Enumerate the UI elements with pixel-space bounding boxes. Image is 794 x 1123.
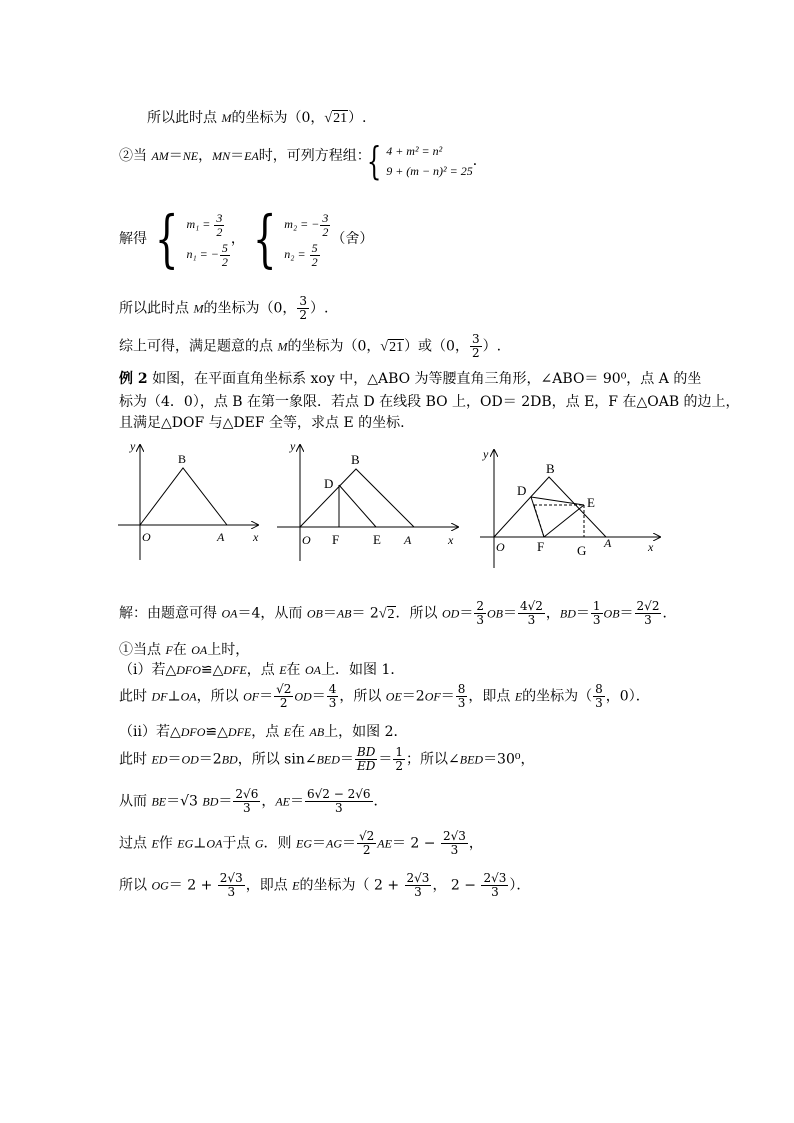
text: ＝4，从而 <box>237 605 307 622</box>
var-MN: MN <box>212 149 231 163</box>
fraction-numerator: √2 <box>276 682 292 696</box>
label-A: A <box>217 530 225 544</box>
text: ＝ <box>290 793 304 810</box>
text: ＝ <box>378 751 393 768</box>
text: ． <box>472 153 487 169</box>
text: ，所以 <box>196 688 244 705</box>
fraction-numerator: 1 <box>592 599 601 613</box>
solution-line-1 <box>119 600 676 634</box>
var: ED <box>151 752 168 767</box>
label-A: A <box>404 533 412 547</box>
fraction <box>481 872 508 899</box>
fraction-numerator: 2√6 <box>235 787 259 801</box>
fraction <box>327 683 339 710</box>
text: 所以 <box>119 877 152 894</box>
fraction-numerator: 2√3 <box>442 829 466 843</box>
label-E: E <box>373 532 381 547</box>
text: ＝30⁰， <box>483 751 535 768</box>
fraction-denominator: 2 <box>362 843 371 857</box>
text: 时，可列方程组： <box>258 148 371 164</box>
fraction <box>518 600 545 627</box>
var: AG <box>326 836 342 851</box>
text: 过点 <box>119 835 152 852</box>
var: E <box>283 725 292 739</box>
text: 解：由题意可得 <box>119 605 222 622</box>
text: ≌△ <box>205 724 228 740</box>
text: 上，如图 2． <box>324 724 408 740</box>
text: ， <box>230 231 245 247</box>
label-y: y <box>290 439 296 453</box>
line-2 <box>119 147 371 165</box>
var: OB <box>306 606 323 621</box>
triangle-OBA <box>300 469 414 527</box>
solution-line-5 <box>119 723 408 741</box>
fraction <box>355 746 377 773</box>
text: ）. <box>310 300 329 317</box>
fraction-denominator: 3 <box>328 696 337 710</box>
fraction-denominator: 3 <box>527 613 536 627</box>
var: AB <box>336 606 352 621</box>
fraction-denominator: 2 <box>279 696 288 710</box>
text: ＝2 <box>401 688 425 705</box>
text: ． <box>373 793 388 810</box>
var: OA <box>206 836 223 851</box>
left-brace: { <box>154 202 179 275</box>
figures <box>0 433 794 583</box>
solution-line-2 <box>119 641 249 659</box>
label-y: y <box>130 439 136 453</box>
text: 所以此时点 <box>119 300 194 317</box>
fraction-numerator: 2√2 <box>636 599 660 613</box>
label-B: B <box>178 452 187 466</box>
var: OF <box>243 689 260 704</box>
fraction-denominator: 3 <box>457 696 466 710</box>
text: 综上可得，满足题意的点 <box>119 338 278 355</box>
var: OE <box>385 689 402 704</box>
fraction-numerator: BD <box>356 745 376 759</box>
fraction-numerator: √2 <box>359 829 375 843</box>
label-D: D <box>324 476 334 491</box>
eq-row-1: 4 + m² = n² <box>386 144 443 158</box>
text: 的坐标为（ 2 + <box>299 877 404 894</box>
fraction-denominator: 2 <box>395 759 403 773</box>
fraction <box>218 872 245 899</box>
text: ）或（0， <box>404 338 469 355</box>
var: DF <box>151 689 168 704</box>
text: 在 <box>291 724 310 740</box>
fraction-denominator: 2 <box>221 254 228 269</box>
text: ＝ <box>575 605 590 622</box>
fraction-denominator: 3 <box>491 885 499 899</box>
text: 的坐标为（0， <box>203 300 297 317</box>
label-G: G <box>577 543 587 558</box>
fraction <box>591 600 603 627</box>
var: E <box>514 689 523 704</box>
fraction-numerator: 3 <box>216 210 223 225</box>
text: （ⅰ）若△ <box>119 662 177 678</box>
fraction <box>297 295 309 322</box>
fraction-denominator: 3 <box>644 613 652 627</box>
fraction-numerator: 8 <box>595 682 603 696</box>
segment-FE <box>544 505 584 537</box>
var: DFE <box>223 663 247 677</box>
text: （舍） <box>331 231 374 247</box>
var: EG <box>296 836 312 851</box>
text: 且满足△DOF 与△DEF 全等，求点 E 的坐标. <box>119 415 405 431</box>
figure-2 <box>480 447 660 568</box>
var: F <box>165 643 173 657</box>
fraction-numerator: 2√3 <box>406 871 430 885</box>
text: ⊥ <box>167 688 181 705</box>
triangle-OBA <box>140 468 227 525</box>
text: ①当点 <box>119 642 166 658</box>
text: 在 <box>286 662 305 678</box>
line-4 <box>119 295 328 325</box>
var: OB <box>603 606 620 621</box>
label-F: F <box>332 532 340 547</box>
fraction-denominator: 2 <box>322 224 329 239</box>
text: ，点 <box>246 662 280 678</box>
text: ， <box>468 835 483 852</box>
fraction-denominator: 3 <box>476 613 484 627</box>
var: BD <box>559 606 576 621</box>
solution-line-8 <box>119 830 483 864</box>
text: ＝ 2 <box>351 605 379 622</box>
fraction-denominator: 3 <box>414 885 422 899</box>
text: 作 <box>158 835 178 852</box>
sqrt-21: √21 <box>324 111 348 126</box>
solution-line-9 <box>119 872 530 906</box>
var: E <box>279 663 287 677</box>
text: 的坐标为（0， <box>287 338 381 355</box>
n1-label: n₁ = − <box>186 247 219 261</box>
n2-label: n₂ = <box>284 247 309 261</box>
fraction <box>474 600 486 627</box>
fraction-numerator: 2√3 <box>483 871 507 885</box>
fraction <box>305 788 373 815</box>
solution-line-6 <box>119 746 535 780</box>
fraction-numerator: 8 <box>457 682 466 696</box>
var: EG <box>177 836 194 851</box>
var-EA: EA <box>244 149 259 163</box>
figure-1 <box>277 439 458 561</box>
var: BE <box>151 794 167 809</box>
fraction-denominator: 3 <box>595 696 603 710</box>
text: ．所以 <box>395 605 442 622</box>
text: ＝ <box>459 605 474 622</box>
text: ，即点 <box>468 688 515 705</box>
var: DFO <box>180 725 206 739</box>
fraction <box>405 872 432 899</box>
text: ， <box>545 605 560 622</box>
equation-system <box>362 141 487 187</box>
label-O: O <box>302 533 311 547</box>
solution-line-3 <box>119 661 404 679</box>
text: 从而 <box>119 793 152 810</box>
fraction <box>470 333 482 360</box>
var: E <box>151 836 159 851</box>
text: 解得 <box>119 231 147 247</box>
label-x: x <box>648 540 654 554</box>
fraction-denominator: 3 <box>450 843 459 857</box>
sqrt-21: √21 <box>380 339 404 355</box>
label-E: E <box>587 495 595 510</box>
var: DFO <box>176 663 201 677</box>
example-2-line-3 <box>119 414 405 432</box>
eq-row-2: 9 + (m − n)² = 25 <box>386 164 473 178</box>
var: AB <box>309 725 325 739</box>
text: ，所以 <box>339 688 386 705</box>
text: ，所以 sin∠ <box>237 751 317 768</box>
text: ⊥ <box>193 835 207 852</box>
text: ，即点 <box>245 877 293 894</box>
text: ＝√3 <box>166 793 203 810</box>
text: ≌△ <box>200 662 224 678</box>
fraction-numerator: 2 <box>476 599 484 613</box>
example-2-line-1 <box>119 370 701 388</box>
m2-label: m₂ = − <box>284 217 320 231</box>
solution-2 <box>284 209 331 269</box>
var: OD <box>441 606 460 621</box>
text: 所以此时点 <box>147 110 222 126</box>
text: 如图，在平面直角坐标系 xoy 中，△ABO 为等腰直角三角形，∠ABO＝ 90⁰，点 A 的坐 <box>147 371 702 387</box>
line-1 <box>147 109 367 128</box>
text: 上时， <box>207 642 250 658</box>
var: BED <box>459 752 484 767</box>
text: 此时 <box>119 751 152 768</box>
var: DFE <box>227 725 252 739</box>
fraction-denominator: 3 <box>592 613 601 627</box>
radicand: 21 <box>333 111 348 126</box>
var: AE <box>275 794 290 809</box>
text: ，点 <box>251 724 284 740</box>
var: AE <box>377 836 392 851</box>
text: ，0）． <box>605 688 650 705</box>
var: BD <box>202 794 219 809</box>
label-F: F <box>537 539 545 554</box>
left-brace: { <box>366 139 382 183</box>
var-M: M <box>277 339 288 354</box>
fraction <box>635 600 662 627</box>
text: ． <box>662 605 677 622</box>
text: ）. <box>482 338 502 355</box>
line-3-solutions <box>119 202 374 278</box>
text: ， 2 − <box>432 877 481 894</box>
text: ）. <box>348 110 367 126</box>
fraction-denominator: ED <box>356 759 376 773</box>
text: ；所以∠ <box>406 751 460 768</box>
radicand: 21 <box>389 339 404 355</box>
fraction-numerator: 3 <box>299 294 308 308</box>
text: ＝ <box>440 688 455 705</box>
var: OB <box>486 606 503 621</box>
label-y: y <box>483 447 489 461</box>
solution-1 <box>186 209 230 269</box>
text: （ⅱ）若△ <box>119 724 181 740</box>
fraction-numerator: 5 <box>311 240 318 255</box>
m1-label: m₁ = <box>186 217 214 231</box>
text: ＝2 <box>198 751 222 768</box>
text: ＝ <box>619 605 634 622</box>
var: OD <box>294 689 312 704</box>
text: 于点 <box>222 835 255 852</box>
solution-line-7 <box>119 788 388 822</box>
label-A: A <box>604 536 612 550</box>
var: OA <box>180 689 197 704</box>
fraction <box>233 788 260 815</box>
text: ＝ <box>230 148 245 164</box>
fraction-numerator: 4 <box>328 682 337 696</box>
text: ＝ <box>322 605 337 622</box>
text: 的坐标为（ <box>522 688 593 705</box>
var: BED <box>316 752 340 767</box>
text: ＝ <box>167 751 182 768</box>
text: 标为（4．0），点 B 在第一象限．若点 D 在线段 BO 上，OD＝ 2DB，点 E，F 在△OAB 的边上， <box>119 394 740 410</box>
fraction-denominator: 3 <box>227 885 236 899</box>
var-M: M <box>193 301 204 316</box>
label-B: B <box>546 461 555 476</box>
text: ．则 <box>263 835 296 852</box>
label-x: x <box>253 530 259 544</box>
text: ， <box>261 793 276 810</box>
segment-DE <box>339 485 376 527</box>
fraction <box>274 683 293 710</box>
var: OG <box>151 878 169 893</box>
text: ， <box>198 148 213 164</box>
var: BD <box>221 752 238 767</box>
sqrt: √2 <box>378 606 395 622</box>
fraction <box>593 683 605 710</box>
radicand: 2 <box>387 606 395 622</box>
fraction-numerator: 1 <box>395 745 403 759</box>
var: OF <box>424 689 441 704</box>
fraction <box>441 830 468 857</box>
text: ＝ <box>168 148 183 164</box>
system-rows <box>386 141 473 181</box>
text: 的坐标为（0， <box>231 110 325 126</box>
fraction-numerator: 3 <box>322 210 329 225</box>
text: ＝ 2 + <box>168 877 217 894</box>
figure-0 <box>118 439 259 560</box>
left-brace: { <box>252 202 277 275</box>
label-x: x <box>448 533 454 547</box>
var: OA <box>191 643 208 657</box>
label-O: O <box>142 530 151 544</box>
label-B: B <box>351 452 360 467</box>
text: ＝ 2 − <box>391 835 440 852</box>
label-D: D <box>517 483 527 498</box>
fraction-numerator: 2√3 <box>219 871 243 885</box>
var: E <box>292 878 300 893</box>
solution-line-4 <box>119 683 650 717</box>
fraction-numerator: 4√2 <box>519 599 543 613</box>
var: OA <box>305 663 321 677</box>
text: 上．如图 1． <box>321 662 405 678</box>
text: ＝ <box>311 688 326 705</box>
fraction-denominator: 3 <box>243 801 251 815</box>
fraction-denominator: 2 <box>216 224 223 239</box>
var: G <box>254 836 264 851</box>
fraction <box>456 683 468 710</box>
var-M: M <box>221 111 232 125</box>
text: ＝ <box>218 793 233 810</box>
example-label: 例 2 <box>119 371 148 387</box>
fraction <box>357 830 376 857</box>
line-5 <box>119 333 501 363</box>
text: ②当 <box>119 148 152 164</box>
var: OD <box>181 752 199 767</box>
fraction <box>393 746 405 773</box>
var-AM: AM <box>151 149 169 163</box>
fraction-denominator: 2 <box>299 308 308 322</box>
text: ＝ <box>339 751 354 768</box>
text: ＝ <box>259 688 274 705</box>
text: ）． <box>509 877 531 894</box>
text: ＝ <box>312 835 326 852</box>
example-2-line-2 <box>119 393 740 411</box>
text: ＝ <box>502 605 517 622</box>
fraction-numerator: 5 <box>221 240 228 255</box>
var: OA <box>221 606 238 621</box>
fraction-denominator: 2 <box>311 254 318 269</box>
label-O: O <box>496 540 505 554</box>
text: 在 <box>172 642 192 658</box>
fraction-numerator: 3 <box>471 332 480 346</box>
text: ＝ <box>342 835 356 852</box>
fraction-numerator: 6√2 − 2√6 <box>307 787 371 801</box>
var-NE: NE <box>182 149 199 163</box>
text: 此时 <box>119 688 152 705</box>
fraction-denominator: 2 <box>471 346 480 360</box>
fraction-denominator: 3 <box>334 801 343 815</box>
